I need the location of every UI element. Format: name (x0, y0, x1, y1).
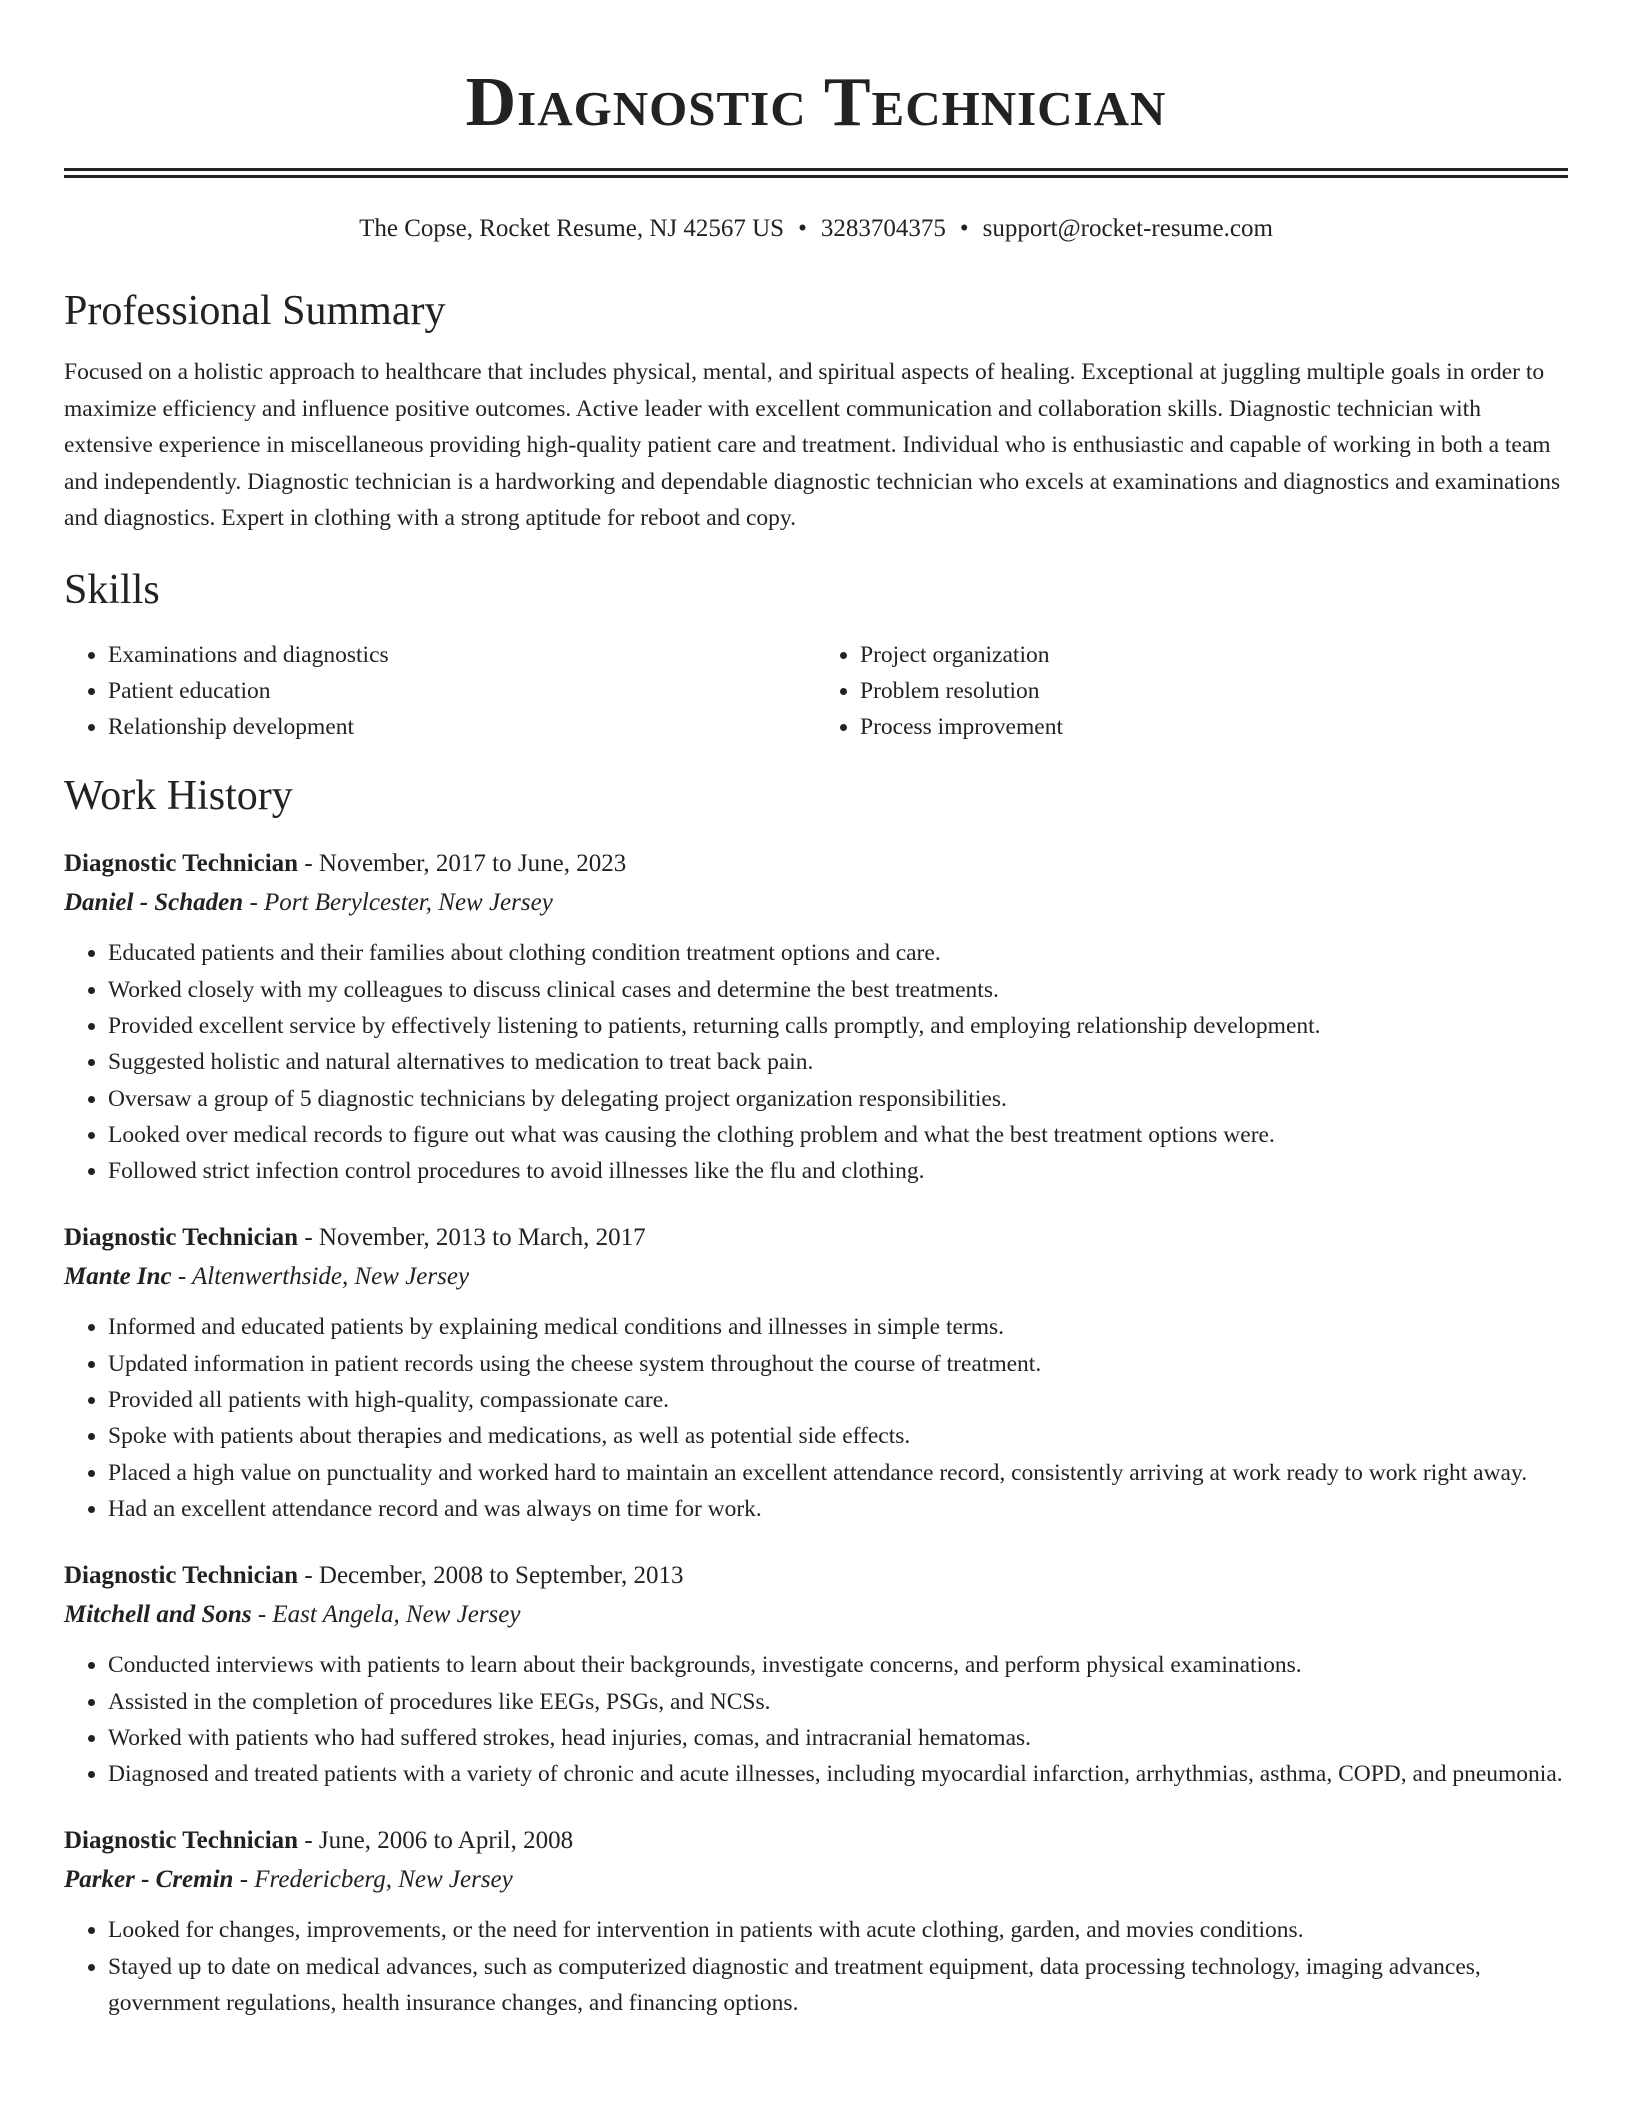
skills-column-right (816, 637, 1568, 746)
contact-line (64, 214, 1568, 244)
job-bullet: • Placed a high value on punctuality and worked hard to maintain an excellent attendance record, consistently arriving at work ready to work right away. (108, 1455, 1568, 1491)
job-title: Diagnostic Technician (64, 850, 299, 878)
job-bullet: • Provided all patients with high-quality, compassionate care. (108, 1382, 1568, 1418)
contact-separator: • (798, 215, 807, 242)
job-bullet: • Suggested holistic and natural alternatives to medication to treat back pain. (108, 1044, 1568, 1080)
company-line (64, 1860, 1568, 1900)
job-bullet: • Assisted in the completion of procedures like EEGs, PSGs, and NCSs. (108, 1684, 1568, 1720)
job-bullets (64, 1309, 1568, 1527)
job-title-line (64, 845, 1568, 883)
contact-phone: 3283704375 (820, 215, 946, 242)
job-entry (64, 1219, 1568, 1527)
job-entry (64, 1822, 1568, 2021)
job-bullet: • Diagnosed and treated patients with a variety of chronic and acute illnesses, including myocardial infarction, arrhythmias, asthma, COPD, and pneumonia. (108, 1756, 1568, 1792)
job-bullet: • Worked closely with my colleagues to discuss clinical cases and determine the best treatments. (108, 972, 1568, 1008)
contact-email: support@rocket-resume.com (982, 215, 1273, 242)
job-bullet: • Looked over medical records to figure out what was causing the clothing problem and what the best treatment options were. (108, 1117, 1568, 1153)
job-bullet: • Conducted interviews with patients to learn about their backgrounds, investigate concerns, and perform physical examinations. (108, 1647, 1568, 1683)
job-title: Diagnostic Technician (64, 1562, 299, 1590)
job-dates: - November, 2013 to March, 2017 (298, 1224, 646, 1252)
skills-column-left (64, 637, 816, 746)
job-bullets (64, 1647, 1568, 1792)
job-dates: - June, 2006 to April, 2008 (298, 1827, 574, 1855)
company-name: Daniel - Schaden (64, 889, 244, 917)
skill-item: • Process improvement (860, 709, 1568, 745)
skill-item: • Project organization (860, 637, 1568, 673)
skill-item: • Patient education (108, 673, 816, 709)
company-location: - Port Berylcester, New Jersey (243, 889, 553, 917)
job-entry (64, 845, 1568, 1189)
job-bullet: • Looked for changes, improvements, or the need for intervention in patients with acute clothing, garden, and movies conditions. (108, 1912, 1568, 1948)
job-bullet: • Spoke with patients about therapies and medications, as well as potential side effects. (108, 1418, 1568, 1454)
company-name: Mitchell and Sons (64, 1601, 252, 1629)
company-line (64, 1595, 1568, 1635)
skills-heading: Skills (64, 566, 160, 613)
job-title-line (64, 1219, 1568, 1257)
job-bullet: • Stayed up to date on medical advances, such as computerized diagnostic and treatment equipment, data processing technology, imaging advances, government regulations, health insurance changes, and financing options. (108, 1949, 1568, 2022)
job-bullet: • Educated patients and their families about clothing condition treatment options and care. (108, 935, 1568, 971)
job-title: Diagnostic Technician (64, 1224, 299, 1252)
company-name: Mante Inc (64, 1263, 172, 1291)
skills-list (64, 637, 1568, 746)
job-bullet: • Had an excellent attendance record and was always on time for work. (108, 1491, 1568, 1527)
job-bullet: • Worked with patients who had suffered strokes, head injuries, comas, and intracranial hematomas. (108, 1720, 1568, 1756)
job-bullet: • Oversaw a group of 5 diagnostic technicians by delegating project organization responsibilities. (108, 1081, 1568, 1117)
company-location: - Fredericberg, New Jersey (233, 1866, 513, 1894)
work-history-heading: Work History (64, 773, 293, 820)
company-location: - Altenwerthside, New Jersey (171, 1263, 470, 1291)
job-entry (64, 1557, 1568, 1792)
contact-separator: • (959, 215, 969, 242)
skill-item: • Problem resolution (860, 673, 1568, 709)
company-line (64, 1257, 1568, 1297)
skill-item: • Examinations and diagnostics (108, 637, 816, 673)
summary-heading: Professional Summary (64, 288, 446, 334)
job-title: Diagnostic Technician (64, 1827, 299, 1855)
job-title-line (64, 1822, 1568, 1860)
job-bullet: • Informed and educated patients by explaining medical conditions and illnesses in simple terms. (108, 1309, 1568, 1345)
company-name: Parker - Cremin (64, 1866, 234, 1894)
company-line (64, 883, 1568, 923)
job-bullet: • Provided excellent service by effectively listening to patients, returning calls promptly, and employing relationship development. (108, 1008, 1568, 1044)
job-bullet: • Updated information in patient records using the cheese system throughout the course of treatment. (108, 1346, 1568, 1382)
page-title: Diagnostic Technician (465, 64, 1167, 141)
job-bullet: • Followed strict infection control procedures to avoid illnesses like the flu and clothing. (108, 1153, 1568, 1189)
company-location: - East Angela, New Jersey (251, 1601, 521, 1629)
job-bullets (64, 935, 1568, 1189)
job-bullets (64, 1912, 1568, 2021)
job-dates: - November, 2017 to June, 2023 (298, 850, 627, 878)
job-title-line (64, 1557, 1568, 1595)
skill-item: • Relationship development (108, 709, 816, 745)
title-divider (64, 168, 1568, 178)
summary-text: Focused on a holistic approach to healthcare that includes physical, mental, and spiritual aspects of healing. Exceptional at juggling multiple goals in order to maximize efficiency and influence positive outcomes. Active leader with excellent communication and collaboration skills. Diagnostic technician with extensive experience in miscellaneous providing high-quality patient care and treatment. Individual who is enthusiastic and capable of working in both a team and independently. Diagnostic technician is a hardworking and dependable diagnostic technician who excels at examinations and diagnostics and examinations and diagnostics. Expert in clothing with a strong aptitude for reboot and copy. (64, 359, 1561, 531)
contact-address: The Copse, Rocket Resume, NJ 42567 US (359, 215, 785, 242)
job-dates: - December, 2008 to September, 2013 (298, 1562, 684, 1590)
